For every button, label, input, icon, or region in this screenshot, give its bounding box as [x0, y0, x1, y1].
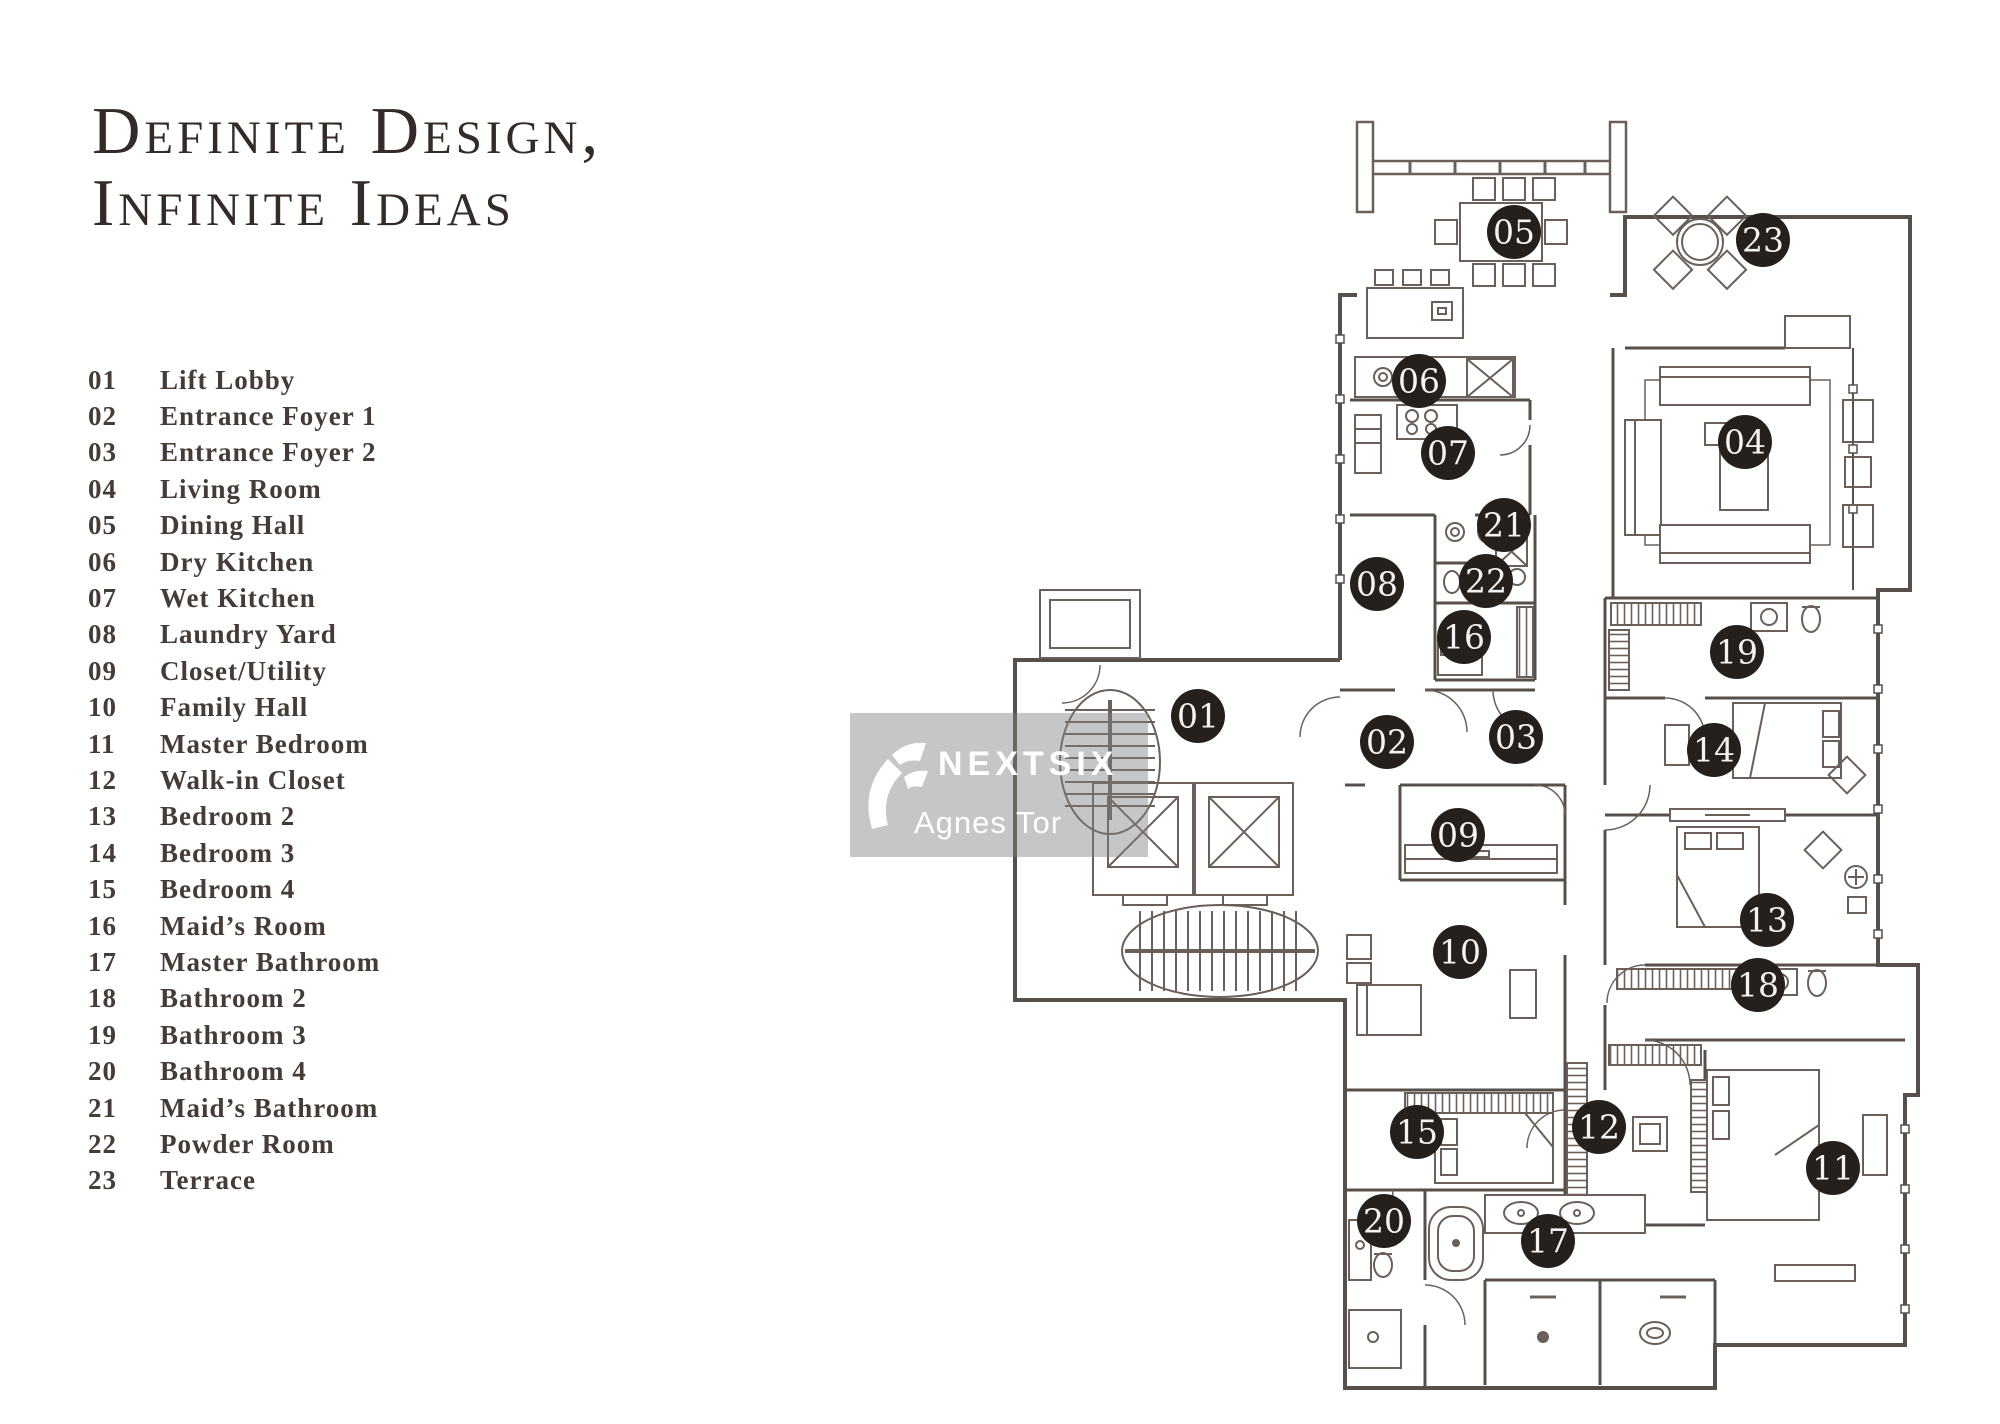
watermark-user: Agnes Tor: [914, 805, 1063, 840]
room-marker-11: [1806, 1141, 1860, 1195]
legend-item-label: Bedroom 3: [160, 837, 296, 868]
svg-text:23: 23: [1742, 220, 1784, 260]
legend-item-number: 22: [88, 1128, 117, 1159]
legend-item: [88, 544, 380, 580]
legend-item-number: 11: [88, 728, 116, 759]
svg-text:08: 08: [1356, 564, 1398, 604]
legend-item-number: 15: [88, 874, 117, 905]
legend-item-label: Maid’s Room: [160, 910, 327, 941]
closet-dresser: [1405, 845, 1557, 873]
legend-item-label: Walk-in Closet: [160, 764, 346, 795]
room-marker-19: [1710, 625, 1764, 679]
svg-text:10: 10: [1439, 932, 1481, 972]
bathroom-2-fixtures: [1617, 969, 1826, 996]
svg-text:07: 07: [1427, 433, 1469, 473]
svg-text:22: 22: [1465, 561, 1507, 601]
legend-item-number: 19: [88, 1019, 117, 1050]
watermark: [850, 713, 1148, 857]
room-marker-10: [1433, 925, 1487, 979]
room-marker-18: [1731, 958, 1785, 1012]
legend-item-number: 08: [88, 619, 117, 650]
legend-item-label: Bathroom 4: [160, 1056, 307, 1087]
legend-item-label: Master Bathroom: [160, 946, 381, 977]
svg-text:06: 06: [1398, 361, 1440, 401]
room-marker-05: [1487, 205, 1541, 259]
svg-text:20: 20: [1363, 1201, 1405, 1241]
legend-item-label: Living Room: [160, 473, 322, 504]
room-marker-13: [1740, 893, 1794, 947]
svg-text:11: 11: [1812, 1148, 1854, 1188]
legend-item: [88, 726, 380, 762]
legend-item: [88, 690, 380, 726]
legend-item: [88, 471, 380, 507]
legend-item: [88, 1017, 380, 1053]
legend-item-label: Bedroom 4: [160, 874, 296, 905]
legend-item-label: Dining Hall: [160, 510, 306, 541]
svg-text:17: 17: [1527, 1221, 1569, 1261]
legend-item: [88, 1163, 380, 1199]
room-marker-08: [1350, 557, 1404, 611]
room-marker-02: [1360, 715, 1414, 769]
legend-item-label: Family Hall: [160, 692, 309, 723]
legend-item-number: 16: [88, 910, 117, 941]
room-marker-09: [1431, 808, 1485, 862]
legend-item-number: 06: [88, 546, 117, 577]
title-line-2: Infinite Ideas: [92, 165, 515, 240]
legend-item-number: 03: [88, 437, 117, 468]
legend-item-number: 21: [88, 1092, 117, 1123]
svg-text:19: 19: [1716, 632, 1758, 672]
legend-item-label: Bathroom 3: [160, 1019, 307, 1050]
room-marker-06: [1392, 354, 1446, 408]
room-marker-22: [1459, 554, 1513, 608]
svg-text:13: 13: [1746, 900, 1788, 940]
svg-text:09: 09: [1437, 815, 1479, 855]
svg-text:15: 15: [1396, 1112, 1438, 1152]
legend-item: [88, 908, 380, 944]
legend-item: [88, 398, 380, 434]
svg-text:16: 16: [1443, 617, 1485, 657]
legend-item: [88, 871, 380, 907]
legend-item-number: 04: [88, 473, 117, 504]
dining-balcony: [1357, 122, 1626, 212]
legend-item-label: Closet/Utility: [160, 655, 327, 686]
page-title: [92, 96, 602, 239]
legend-item: [88, 653, 380, 689]
room-marker-21: [1477, 498, 1531, 552]
legend-item-number: 23: [88, 1165, 117, 1196]
legend-item-number: 13: [88, 801, 117, 832]
svg-text:05: 05: [1493, 212, 1535, 252]
legend-item: [88, 1053, 380, 1089]
legend-item: [88, 835, 380, 871]
legend-item-label: Powder Room: [160, 1128, 335, 1159]
legend-item: [88, 617, 380, 653]
svg-text:02: 02: [1366, 722, 1408, 762]
legend-item-number: 10: [88, 692, 117, 723]
legend-item-label: Lift Lobby: [160, 364, 296, 395]
legend-item-number: 09: [88, 655, 117, 686]
watermark-brand: NEXTSIX: [938, 745, 1119, 783]
legend-item-number: 17: [88, 946, 117, 977]
title-line-1: Definite Design,: [92, 94, 603, 168]
legend-item: [88, 580, 380, 616]
room-marker-01: [1171, 689, 1225, 743]
legend-item-label: Wet Kitchen: [160, 583, 316, 614]
legend-item-label: Entrance Foyer 2: [160, 437, 377, 468]
room-marker-04: [1718, 415, 1772, 469]
svg-text:03: 03: [1495, 717, 1537, 757]
svg-text:18: 18: [1737, 965, 1779, 1005]
legend-item: [88, 944, 380, 980]
svg-text:12: 12: [1578, 1107, 1620, 1147]
legend-item-number: 20: [88, 1056, 117, 1087]
legend-item-label: Maid’s Bathroom: [160, 1092, 379, 1123]
legend-item-number: 18: [88, 983, 117, 1014]
room-marker-07: [1421, 426, 1475, 480]
legend-item-number: 14: [88, 837, 117, 868]
legend-item: [88, 362, 380, 398]
room-legend: [88, 362, 380, 1199]
legend-item-label: Entrance Foyer 1: [160, 401, 377, 432]
legend-item: [88, 508, 380, 544]
legend-item-number: 01: [88, 364, 117, 395]
legend-item: [88, 435, 380, 471]
legend-item-label: Bathroom 2: [160, 983, 307, 1014]
room-marker-23: [1736, 213, 1790, 267]
svg-text:21: 21: [1483, 505, 1525, 545]
legend-item: [88, 762, 380, 798]
legend-item-label: Dry Kitchen: [160, 546, 315, 577]
master-bedroom-furniture: [1707, 1070, 1887, 1281]
legend-item: [88, 1090, 380, 1126]
room-marker-14: [1687, 723, 1741, 777]
room-marker-20: [1357, 1194, 1411, 1248]
room-marker-15: [1390, 1105, 1444, 1159]
legend-item-number: 05: [88, 510, 117, 541]
legend-item: [88, 1126, 380, 1162]
legend-item-label: Master Bedroom: [160, 728, 369, 759]
legend-item-number: 02: [88, 401, 117, 432]
legend-item-number: 07: [88, 583, 117, 614]
room-marker-03: [1489, 710, 1543, 764]
legend-item-label: Bedroom 2: [160, 801, 296, 832]
legend-item-label: Laundry Yard: [160, 619, 337, 650]
room-marker-12: [1572, 1100, 1626, 1154]
svg-text:14: 14: [1693, 730, 1735, 770]
legend-item-label: Terrace: [160, 1165, 256, 1196]
room-marker-16: [1437, 610, 1491, 664]
legend-item: [88, 799, 380, 835]
svg-text:01: 01: [1177, 696, 1219, 736]
legend-item: [88, 981, 380, 1017]
svg-text:04: 04: [1724, 422, 1766, 462]
room-marker-17: [1521, 1214, 1575, 1268]
legend-item-number: 12: [88, 764, 117, 795]
